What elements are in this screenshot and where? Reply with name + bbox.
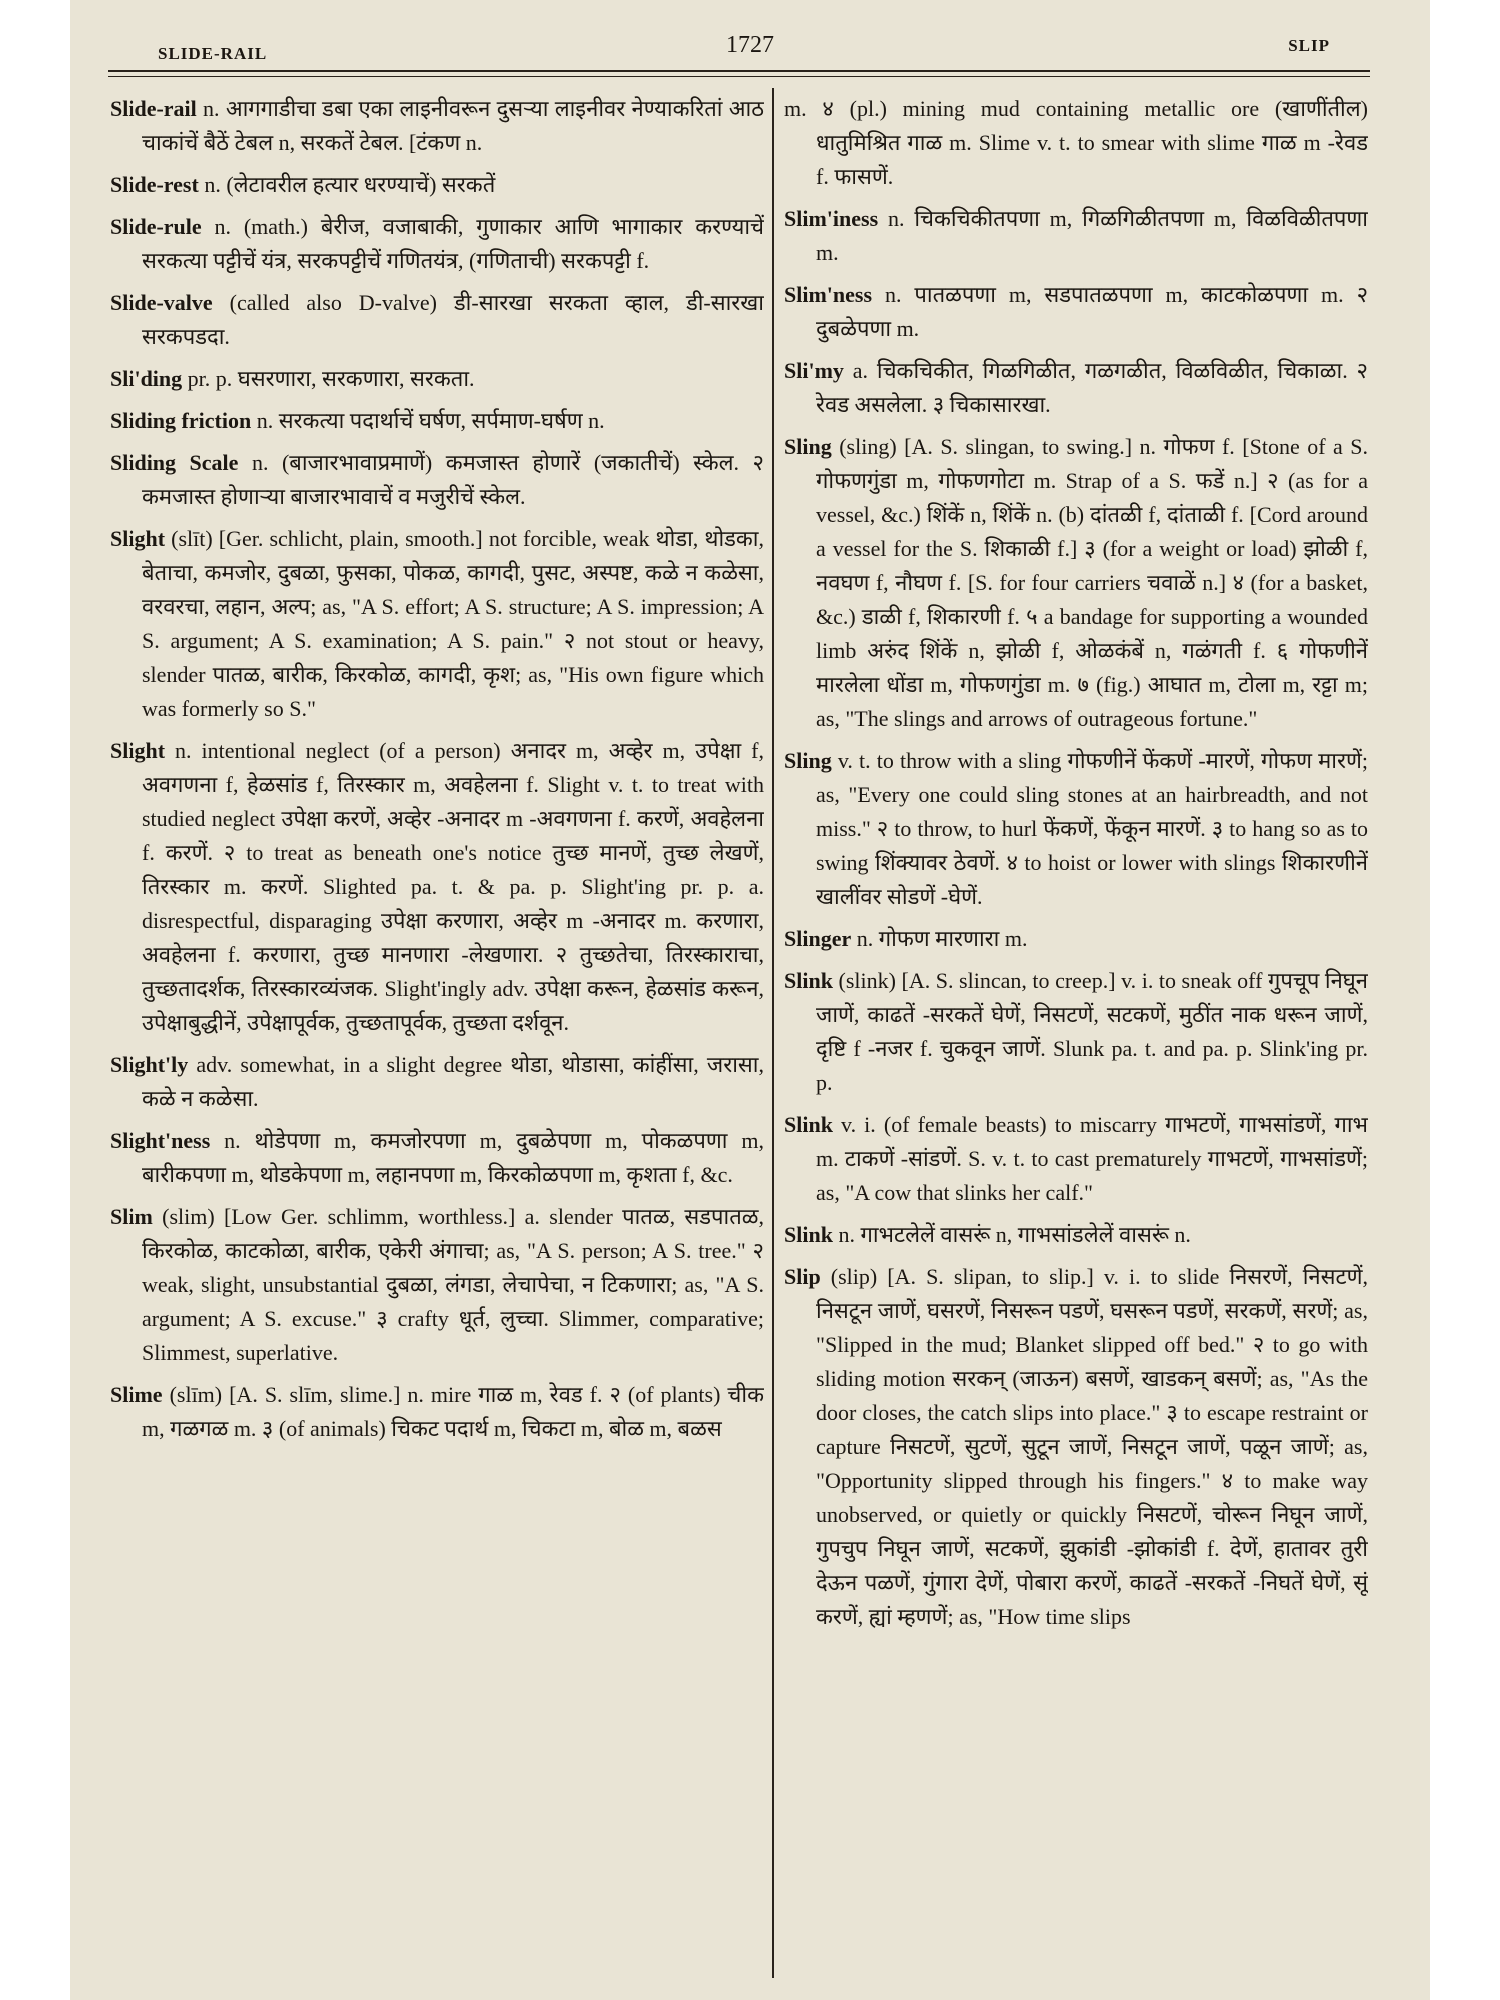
entry-definition: n. गाभटलेलें वासरूं n, गाभसांडलेलें वासरूं n. [838, 1222, 1191, 1247]
entry-definition: n. चिकचिकीतपणा m, गिळगिळीतपणा m, विळविळीतपणा m. [816, 206, 1368, 265]
entry-headword: Slim'iness [784, 206, 879, 231]
dictionary-entry [784, 744, 1368, 914]
header-guide-word-right: SLIP [1288, 36, 1330, 55]
entry-headword: Slim [110, 1204, 153, 1229]
entry-headword: Sliding friction [110, 408, 252, 433]
dictionary-entry [784, 430, 1368, 736]
dictionary-entry [110, 92, 764, 160]
entry-headword: Slight'ness [110, 1128, 211, 1153]
entry-definition: n. सरकत्या पदार्थाचें घर्षण, सर्पमाण-घर्षण n. [256, 408, 605, 433]
left-column [110, 92, 764, 1982]
entry-headword: Slide-rest [110, 172, 199, 197]
entry-headword: Slink [784, 1222, 833, 1247]
dictionary-entry [110, 1378, 764, 1446]
entry-definition: (sling) [A. S. slingan, to swing.] n. गोफण f. [Stone of a S. गोफणगुंडा m, गोफणगोटा m. Strap of a S. फडें n.] २ (as for a vessel, &c.) शिंकें n, शिंकें n. (b) दांतळी f, दांताळी f. [Cord around a vessel for the S. शिकाळी f.] ३ (for a weight or load) झोळी f, नवघण f, नौघण f. [S. for four carriers चवाळें n.] ४ (for a basket, &c.) डाळी f, शिकारणी f. ५ a bandage for supporting a wounded limb अरुंद शिंकें n, झोळी f, ओळकंबें n, गळंगती f. ६ गोफणीनें मारलेला धोंडा m, गोफणगुंडा m. ७ (fig.) आघात m, टोला m, रट्टा m; as, "The slings and arrows of outrageous fortune." [816, 434, 1368, 731]
dictionary-entry [110, 1124, 764, 1192]
entry-definition: n. (बाजारभावाप्रमाणें) कमजास्त होणारें (जकातीचें) स्केल. २ कमजास्त होणाऱ्या बाजारभावाचें व मजुरीचें स्केल. [142, 450, 764, 509]
entry-definition: (called also D-valve) डी-सारखा सरकता व्हाल, डी-सारखा सरकपडदा. [142, 290, 764, 349]
entry-headword: Slinger [784, 926, 852, 951]
header-rule [108, 70, 1370, 72]
entry-headword: Slight [110, 526, 166, 551]
entry-definition: n. (लेटावरील हत्यार धरण्याचें) सरकतें [204, 172, 496, 197]
entry-definition: n. थोडेपणा m, कमजोरपणा m, दुबळेपणा m, पोकळपणा m, बारीकपणा m, थोडकेपणा m, लहानपणा m, किरकोळपणा m, कृशता f, &c. [142, 1128, 764, 1187]
dictionary-entry [784, 354, 1368, 422]
dictionary-entry [784, 1108, 1368, 1210]
entry-definition: n. intentional neglect (of a person) अनादर m, अव्हेर m, उपेक्षा f, अवगणना f, हेळसांड f, तिरस्कार m, अवहेलना f. Slight v. t. to treat with studied neglect उपेक्षा करणें, अव्हेर -अनादर m -अवगणना f. करणें, अवहेलना f. करणें. २ to treat as beneath one's notice तुच्छ मानणें, तुच्छ लेखणें, तिरस्कार m. करणें. Slighted pa. t. & pa. p. Slight'ing pr. p. a. disrespectful, disparaging उपेक्षा करणारा, अव्हेर m -अनादर m. करणारा, अवहेलना f. करणारा, तुच्छ मानणारा -लेखणारा. २ तुच्छतेचा, तिरस्काराचा, तुच्छतादर्शक, तिरस्कारव्यंजक. Slight'ingly adv. उपेक्षा करून, हेळसांड करून, उपेक्षाबुद्धीनें, उपेक्षापूर्वक, तुच्छतापूर्वक, तुच्छता दर्शवून. [142, 738, 764, 1035]
entry-headword: Slip [784, 1264, 821, 1289]
right-column [784, 92, 1368, 1982]
entry-definition: (slip) [A. S. slipan, to slip.] v. i. to slide निसरणें, निसटणें, निसटून जाणें, घसरणें, निसरून पडणें, घसरून पडणें, सरकणें, सरणें; as, "Slipped in the mud; Blanket slipped off bed." २ to go with sliding motion सरकन् (जाऊन) बसणें, खाडकन् बसणें; as, "As the door closes, the catch slips into place." ३ to escape restraint or capture निसटणें, सुटणें, सुटून जाणें, निसटून जाणें, पळून जाणें; as, "Opportunity slipped through his fingers." ४ to make way unobserved, or quietly or quickly निसटणें, चोरून निघून जाणें, गुपचुप निघून जाणें, सटकणें, झुकांडी -झोकांडी f. देणें, हातावर तुरी देऊन पळणें, गुंगारा देणें, पोबारा करणें, काढतें -सरकतें -निघतें घेणें, सूं करणें, ह्यां म्हणणें; as, "How time slips [816, 1264, 1368, 1629]
entry-definition: (slīm) [A. S. slīm, slime.] n. mire गाळ m, रेवड f. २ (of plants) चीक m, गळगळ m. ३ (of animals) चिकट पदार्थ m, चिकटा m, बोळ m, बळस [142, 1382, 764, 1441]
column-divider [772, 88, 774, 1978]
entry-definition: n. (math.) बेरीज, वजाबाकी, गुणाकार आणि भागाकार करण्याचें सरकत्या पट्टीचें यंत्र, सरकपट्टीचें गणितयंत्र, (गणिताची) सरकपट्टी f. [142, 214, 764, 273]
entry-headword: Sliding Scale [110, 450, 239, 475]
dictionary-page [70, 0, 1430, 2000]
entry-headword: Slink [784, 968, 833, 993]
entry-definition: adv. somewhat, in a slight degree थोडा, थोडासा, कांहींसा, जरासा, कळे न कळेसा. [142, 1052, 764, 1111]
entry-definition: pr. p. घसरणारा, सरकणारा, सरकता. [187, 366, 475, 391]
dictionary-entry [110, 522, 764, 726]
dictionary-entry [110, 446, 764, 514]
entry-headword: Slight'ly [110, 1052, 189, 1077]
entry-headword: Slight [110, 738, 166, 763]
dictionary-entry [784, 964, 1368, 1100]
entry-definition: n. पातळपणा m, सडपातळपणा m, काटकोळपणा m. २ दुबळेपणा m. [816, 282, 1368, 341]
entry-headword: Sling [784, 434, 832, 459]
entry-definition: v. i. (of female beasts) to miscarry गाभटणें, गाभसांडणें, गाभ m. टाकणें -सांडणें. S. v. t. to cast prematurely गाभटणें, गाभसांडणें; as, "A cow that slinks her calf." [816, 1112, 1368, 1205]
entry-headword: Slink [784, 1112, 833, 1137]
entry-headword: Sli'my [784, 358, 844, 383]
dictionary-entry [784, 278, 1368, 346]
entry-definition: m. ४ (pl.) mining mud containing metallic ore (खाणींतील) धातुमिश्रित गाळ m. Slime v. t. to smear with slime गाळ m -रेवड f. फासणें. [784, 96, 1368, 189]
dictionary-entry [784, 922, 1368, 956]
dictionary-entry [110, 404, 764, 438]
dictionary-entry [110, 1200, 764, 1370]
header-guide-word-left: SLIDE-RAIL [158, 44, 268, 63]
dictionary-entry [110, 286, 764, 354]
dictionary-entry [784, 1218, 1368, 1252]
header-rule-thin [108, 76, 1370, 77]
entry-definition: (slim) [Low Ger. schlimm, worthless.] a. slender पातळ, सडपातळ, किरकोळ, काटकोळा, बारीक, एकेरी अंगाचा; as, "A S. person; A S. tree." २ weak, slight, unsubstantial दुबळा, लंगडा, लेचापेचा, न टिकणारा; as, "A S. argument; A S. excuse." ३ crafty धूर्त, लुच्चा. Slimmer, comparative; Slimmest, superlative. [142, 1204, 764, 1365]
dictionary-entry [110, 734, 764, 1040]
dictionary-entry [110, 1048, 764, 1116]
entry-headword: Slide-valve [110, 290, 213, 315]
entry-headword: Slide-rail [110, 96, 197, 121]
dictionary-entry [110, 210, 764, 278]
entry-headword: Sling [784, 748, 832, 773]
entry-headword: Slide-rule [110, 214, 202, 239]
dictionary-entry [784, 92, 1368, 194]
entry-definition: n. गोफण मारणारा m. [856, 926, 1028, 951]
entry-definition: a. चिकचिकीत, गिळगिळीत, गळगळीत, विळविळीत, चिकाळा. २ रेवड असलेला. ३ चिकासारखा. [816, 358, 1368, 417]
dictionary-entry [110, 362, 764, 396]
dictionary-entry [110, 168, 764, 202]
entry-definition: v. t. to throw with a sling गोफणीनें फेंकणें -मारणें, गोफण मारणें; as, "Every one could sling stones at an hairbreadth, and not miss." २ to throw, to hurl फेंकणें, फेंकून मारणें. ३ to hang so as to swing शिंक्यावर ठेवणें. ४ to hoist or lower with slings शिकारणीनें खालींवर सोडणें -घेणें. [816, 748, 1368, 909]
entry-headword: Slime [110, 1382, 163, 1407]
entry-headword: Slim'ness [784, 282, 873, 307]
page-number: 1727 [726, 32, 774, 58]
entry-headword: Sli'ding [110, 366, 183, 391]
dictionary-entry [784, 202, 1368, 270]
entry-definition: (slīt) [Ger. schlicht, plain, smooth.] not forcible, weak थोडा, थोडका, बेताचा, कमजोर, दुबळा, फुसका, पोकळ, कागदी, पुसट, अस्पष्ट, कळे न कळेसा, वरवरचा, लहान, अल्प; as, "A S. effort; A S. structure; A S. impression; A S. argument; A S. examination; A S. pain." २ not stout or heavy, slender पातळ, बारीक, किरकोळ, कागदी, कृश; as, "His own figure which was formerly so S." [142, 526, 764, 721]
entry-definition: n. आगगाडीचा डबा एका लाइनीवरून दुसऱ्या लाइनीवर नेण्याकरितां आठ चाकांचें बैठें टेबल n, सरकतें टेबल. [टंकण n. [142, 96, 764, 155]
running-header [70, 22, 1430, 62]
entry-definition: (slink) [A. S. slincan, to creep.] v. i. to sneak off गुपचूप निघून जाणें, काढतें -सरकतें घेणें, निसटणें, सटकणें, मुठींत नाक धरून जाणें, दृष्टि f -नजर f. चुकवून जाणें. Slunk pa. t. and pa. p. Slink'ing pr. p. [816, 968, 1368, 1095]
dictionary-entry [784, 1260, 1368, 1634]
